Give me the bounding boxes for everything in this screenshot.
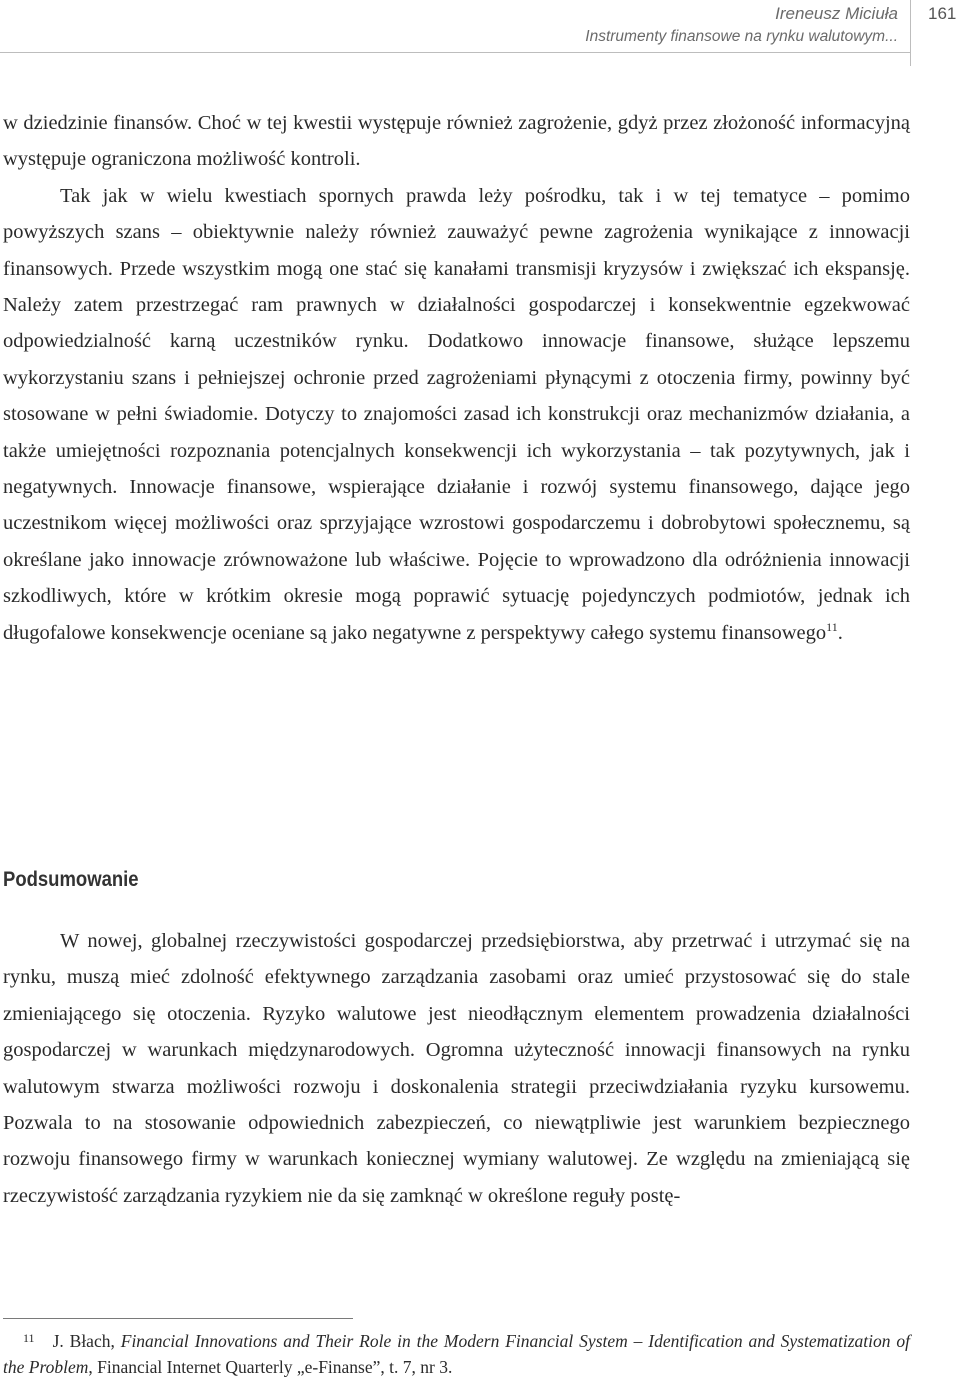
footnote-title: Financial Innovations and Their Role in the Modern Financial System – Identification and Systematization of the Problem [3,1331,910,1377]
footnote [3,1325,910,1380]
header-author: Ireneusz Miciuła [775,4,898,23]
paragraph [3,178,910,651]
running-header [0,0,960,70]
footnote-source: , Financial Internet Quarterly „e-Finanse”, t. 7, nr 3. [88,1357,453,1377]
page-number: 161 [928,4,957,23]
footnote-divider [3,1318,353,1319]
paragraph: W nowej, globalnej rzeczywistości gospodarczej przedsiębiorstwa, aby przetrwać i utrzymać się na rynku, muszą mieć zdolność efektywnego zarządzania zasobami oraz umieć przystosować się do stale zmieniającego się otoczenia. Ryzyko walutowe jest nieodłącznym elementem prowadzenia działalności gospodarczej w warunkach międzynarodowych. Ogromna użyteczność innowacji finansowych na rynku walutowym stwarza możliwości rozwoju i doskonalenia strategii przeciwdziałania ryzyku kursowemu. Pozwala to na stosowanie odpowiednich zabezpieczeń, co niewątpliwie jest warunkiem bezpiecznego rozwoju finansowego firmy w warunkach koniecznej wymiany walutowej. Ze względu na zmieniającą się rzeczywistość zarządzania ryzykiem nie da się zamknąć w określone reguły postę- [3,930,910,1207]
header-text [585,2,898,48]
paragraph-end: . [837,621,843,644]
section-body-text [3,923,910,1214]
header-divider [0,52,910,53]
paragraph-continuation: w dziedzinie finansów. Choć w tej kwestii występuje również zagrożenie, gdyż przez złożoność informacyjną występuje ograniczona możliwość kontroli. [3,112,910,171]
header-title: Instrumenty finansowe na rynku walutowym... [585,28,898,45]
body-text [3,105,910,651]
footnote-reference[interactable]: 11 [826,619,838,634]
section-heading: Podsumowanie [3,868,139,891]
header-vertical-divider [910,0,911,66]
footnote-author: J. Błach, [52,1331,121,1351]
footnote-number: 11 [23,1331,35,1345]
paragraph-text: Tak jak w wielu kwestiach spornych prawda leży pośrodku, tak i w tej tematyce – pomimo powyższych szans – obiektywnie należy również zauważyć pewne zagrożenia wynikające z innowacji finansowych. Przede wszystkim mogą one stać się kanałami transmisji kryzysów i zwiększać ich ekspansję. Należy zatem przestrzegać ram prawnych w działalności gospodarczej i konsekwentnie egzekwować odpowiedzialność karną uczestników rynku. Dodatkowo innowacje finansowe, służące lepszemu wykorzystaniu szans i pełniejszej ochronie przed zagrożeniami płynącymi z otoczenia firmy, powinny być stosowane w pełni świadomie. Dotyczy to znajomości zasad ich konstrukcji oraz mechanizmów działania, a także umiejętności rozpoznania potencjalnych konsekwencji ich wykorzystania – tak pozytywnych, jak i negatywnych. Innowacje finansowe, wspierające działanie i rozwój systemu finansowego, dające jego uczestnikom więcej możliwości oraz sprzyjające wzrostowi gospodarczemu i dobrobytowi społecznemu, są określane jako innowacje zrównoważone lub właściwe. Pojęcie to wprowadzono dla odróżnienia innowacji szkodliwych, które w krótkim okresie mogą poprawić sytuację pojedynczych podmiotów, jednak ich długofalowe konsekwencje oceniane są jako negatywne z perspektywy całego systemu finansowego [3,184,910,644]
